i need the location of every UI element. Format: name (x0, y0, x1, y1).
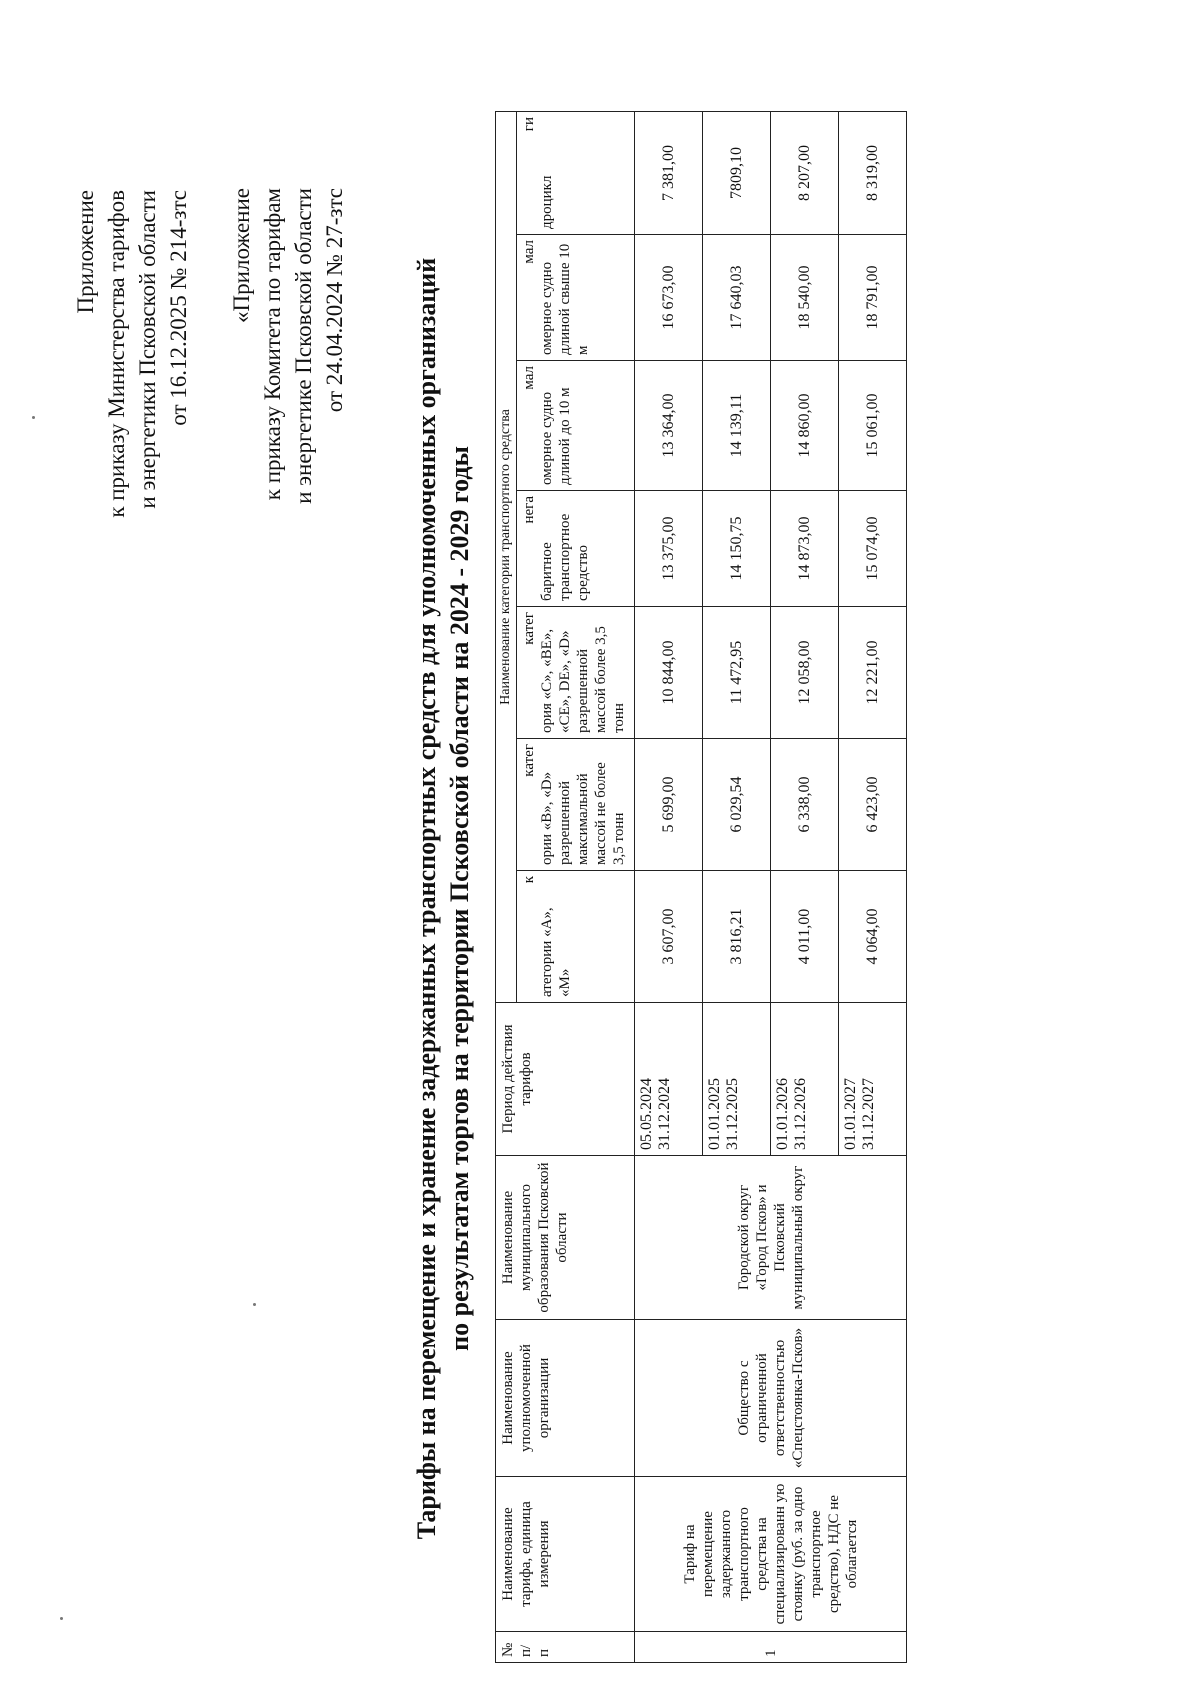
category-header-part: катег (521, 612, 537, 645)
col-header-municipality: Наименование муниципального образования Псковской области (496, 1156, 635, 1320)
tariff-value: 7809,10 (703, 112, 771, 235)
category-header (517, 739, 635, 871)
tariff-value: 7 381,00 (635, 112, 703, 235)
tariff-value: 16 673,00 (635, 235, 703, 361)
tariff-value: 12 058,00 (771, 607, 839, 739)
category-header (517, 871, 635, 1003)
tariff-value: 14 150,75 (703, 491, 771, 607)
table-row (635, 112, 703, 1663)
tariff-value: 4 011,00 (771, 871, 839, 1003)
period-cell (771, 1003, 839, 1156)
period-end: 31.12.2026 (792, 1078, 809, 1150)
category-header-part: нега (521, 496, 537, 524)
category-header-part: к (521, 876, 537, 884)
tariff-value: 6 029,54 (703, 739, 771, 871)
category-header-part: ория «С», «ВЕ», «СЕ», DЕ», «D» разрешенной массой более 3,5 тонн (539, 626, 627, 733)
category-header (517, 607, 635, 739)
header-line: к приказу Министерства тарифов (104, 190, 129, 518)
period-cell (839, 1003, 907, 1156)
document-title (410, 100, 476, 1697)
tariff-value: 15 074,00 (839, 491, 907, 607)
header-line: Приложение (73, 190, 98, 314)
tariff-value: 17 640,03 (703, 235, 771, 361)
tariff-value: 6 423,00 (839, 739, 907, 871)
title-line: Тарифы на перемещение и хранение задержанных транспортных средств для уполномоченных организаций (412, 257, 441, 1540)
tariff-value: 15 061,00 (839, 361, 907, 491)
tariff-value: 3 816,21 (703, 871, 771, 1003)
period-cell (703, 1003, 771, 1156)
rotated-document (0, 100, 1170, 1697)
tariff-value: 13 375,00 (635, 491, 703, 607)
title-line: по результатам торгов на территории Псковской области на 2024 - 2029 годы (445, 446, 474, 1351)
category-header-part: баритное транспортное средство (539, 513, 591, 601)
tariff-value: 8 319,00 (839, 112, 907, 235)
category-header-part: дроцикл (539, 175, 555, 229)
tariff-value: 8 207,00 (771, 112, 839, 235)
tariff-name-cell: Тариф на перемещение задержанного транспортного средства на специализированн ую стоянку (руб. за одно транспортное средство), НДС не облагается (635, 1477, 907, 1632)
category-header (517, 361, 635, 491)
header-line: к приказу Комитета по тарифам (260, 188, 285, 501)
period-start: 01.01.2025 (706, 1078, 723, 1150)
tariff-value: 14 860,00 (771, 361, 839, 491)
header-line: от 24.04.2024 № 27-зтс (322, 188, 347, 413)
tariff-value: 12 221,00 (839, 607, 907, 739)
period-end: 31.12.2027 (860, 1078, 877, 1150)
tariff-value: 11 472,95 (703, 607, 771, 739)
header-line: от 16.12.2025 № 214-зтс (166, 190, 191, 426)
tariff-value: 14 873,00 (771, 491, 839, 607)
col-header-org: Наименование уполномоченной организации (496, 1320, 635, 1477)
tariff-value: 10 844,00 (635, 607, 703, 739)
tariff-value: 13 364,00 (635, 361, 703, 491)
category-header-part: омерное судно длиной до 10 м (539, 387, 573, 485)
category-header-part: ории «В», «D» разрешенной максимальной массой не более 3,5 тонн (539, 762, 627, 865)
previous-appendix-header (226, 188, 350, 504)
col-header-period: Период действия тарифов (496, 1003, 635, 1156)
header-line: и энергетики Псковской области (135, 190, 160, 509)
col-header-category-group: Наименование категории транспортного средства (496, 112, 517, 1003)
tariff-value: 18 540,00 (771, 235, 839, 361)
header-row (496, 112, 517, 1663)
category-header-part: мал (521, 240, 537, 264)
category-header-part: катег (521, 744, 537, 777)
tariff-value: 4 064,00 (839, 871, 907, 1003)
period-start: 01.01.2027 (842, 1078, 859, 1150)
tariff-value: 3 607,00 (635, 871, 703, 1003)
tariff-value: 5 699,00 (635, 739, 703, 871)
period-start: 01.01.2026 (774, 1078, 791, 1150)
category-header-part: ги (521, 117, 537, 132)
tariff-value: 18 791,00 (839, 235, 907, 361)
col-header-num: № п/ п (496, 1632, 635, 1663)
category-header (517, 112, 635, 235)
tariff-table (495, 111, 907, 1663)
category-header (517, 491, 635, 607)
period-end: 31.12.2025 (724, 1078, 741, 1150)
period-cell (635, 1003, 703, 1156)
municipality-cell: Городской округ «Город Псков» и Псковский муниципальный округ (635, 1156, 907, 1320)
category-header-part: мал (521, 366, 537, 390)
org-name-cell: Общество с ограниченной ответственностью «Спецстоянка-Псков» (635, 1320, 907, 1477)
category-header (517, 235, 635, 361)
header-line: «Приложение (229, 188, 254, 323)
category-header-part: атегории «А», «М» (539, 907, 573, 997)
tariff-value: 14 139,11 (703, 361, 771, 491)
category-header-part: омерное судно длиной свыше 10 м (539, 243, 591, 355)
col-header-tariff-name: Наименование тарифа, единица измерения (496, 1477, 635, 1632)
appendix-header (70, 190, 194, 518)
tariff-value: 6 338,00 (771, 739, 839, 871)
period-start: 05.05.2024 (638, 1078, 655, 1150)
period-end: 31.12.2024 (656, 1078, 673, 1150)
header-line: и энергетике Псковской области (291, 188, 316, 504)
row-number: 1 (635, 1632, 907, 1663)
